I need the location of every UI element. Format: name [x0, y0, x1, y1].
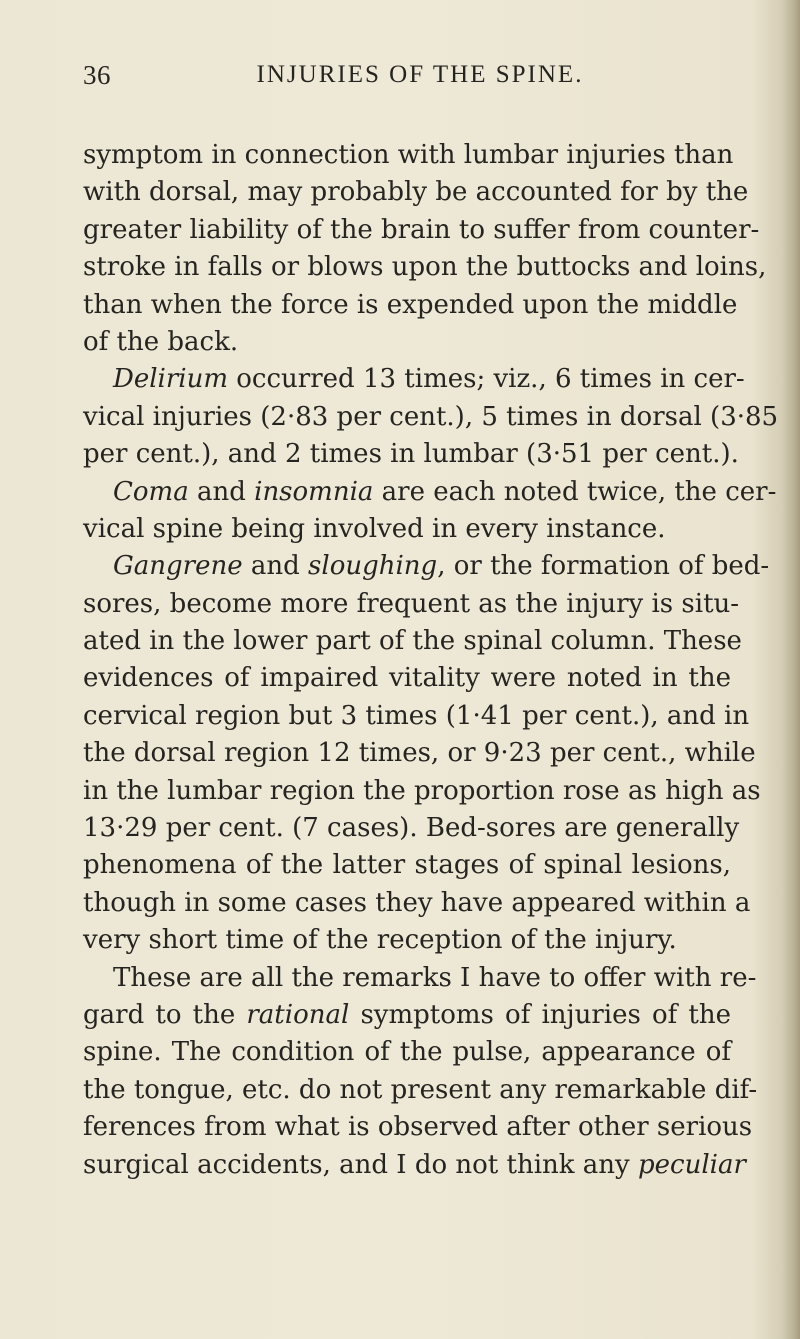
text-line	[83, 137, 734, 174]
italic-term: rational	[246, 999, 350, 1030]
text-segment: vical spine being involved in every instance.	[83, 513, 666, 544]
body-text	[83, 137, 779, 1184]
page-edge-shadow	[782, 0, 800, 1339]
text-line	[83, 885, 751, 922]
text-line	[83, 586, 740, 623]
text-line	[83, 1034, 731, 1071]
running-head: INJURIES OF THE SPINE.	[256, 61, 584, 88]
text-line	[83, 287, 738, 324]
italic-term: insomnia	[254, 476, 374, 507]
text-segment: sores, become more frequent as the injury is situ-	[83, 588, 740, 619]
text-segment: phenomena of the latter stages of spinal lesions,	[83, 850, 731, 881]
text-line	[83, 212, 760, 249]
text-segment: greater liability of the brain to suffer from counter-	[83, 214, 760, 245]
text-segment: very short time of the reception of the injury.	[83, 925, 677, 956]
text-segment: , or the formation of bed-	[437, 551, 770, 582]
text-line	[83, 361, 745, 398]
text-line	[83, 810, 740, 847]
text-line	[83, 698, 750, 735]
text-segment: the tongue, etc. do not present any remarkable dif-	[83, 1074, 758, 1105]
italic-term: sloughing	[308, 551, 438, 582]
italic-term: Gangrene	[113, 551, 243, 582]
text-line	[83, 548, 770, 585]
text-line	[83, 960, 757, 997]
page-header	[83, 58, 729, 98]
text-line	[83, 623, 742, 660]
text-segment: the dorsal region 12 times, or 9·23 per cent., while	[83, 738, 756, 769]
text-segment: than when the force is expended upon the middle	[83, 289, 738, 320]
text-segment: spine. The condition of the pulse, appearance of	[83, 1037, 731, 1068]
text-segment: symptom in connection with lumbar injuries than	[83, 140, 734, 170]
text-segment: 13·29 per cent. (7 cases). Bed-sores are generally	[83, 813, 740, 844]
text-segment: vical injuries (2·83 per cent.), 5 times in dorsal (3·85	[83, 401, 779, 432]
text-line	[83, 436, 739, 473]
text-segment: ated in the lower part of the spinal column. These	[83, 626, 742, 657]
text-segment: in the lumbar region the proportion rose as high as	[83, 775, 761, 806]
text-line	[83, 1109, 753, 1146]
italic-term: Delirium	[113, 364, 229, 395]
text-line	[83, 174, 749, 211]
text-segment: gard to the	[83, 999, 247, 1030]
text-segment: of the back.	[83, 326, 239, 357]
text-line	[83, 324, 731, 361]
text-line	[83, 249, 767, 286]
text-segment: are each noted twice, the cer-	[373, 476, 777, 507]
text-segment: and	[242, 551, 309, 582]
text-segment: evidences of impaired vitality were noted in the	[83, 663, 731, 694]
text-segment: with dorsal, may probably be accounted for by the	[83, 177, 749, 208]
text-line	[83, 660, 731, 697]
text-segment: cervical region but 3 times (1·41 per cent.), and in	[83, 700, 750, 731]
text-line	[83, 399, 779, 436]
text-segment: These are all the remarks I have to offer with re-	[113, 962, 757, 993]
text-segment: stroke in falls or blows upon the buttocks and loins,	[83, 252, 767, 283]
text-line	[83, 773, 761, 810]
text-segment: surgical accidents, and I do not think any	[83, 1149, 638, 1180]
text-segment: symptoms of injuries of the	[349, 999, 731, 1030]
text-line	[83, 511, 731, 548]
text-line	[83, 847, 731, 884]
text-line	[83, 1072, 758, 1109]
text-segment: though in some cases they have appeared within a	[83, 887, 751, 918]
italic-term: Coma	[113, 476, 189, 507]
italic-term: peculiar	[638, 1149, 746, 1180]
text-line	[83, 474, 777, 511]
text-segment: and	[188, 476, 255, 507]
page-number: 36	[83, 60, 111, 90]
text-line	[83, 735, 756, 772]
text-line	[83, 922, 731, 959]
text-segment: per cent.), and 2 times in lumbar (3·51 per cent.).	[83, 439, 739, 470]
text-segment: ferences from what is observed after other serious	[83, 1112, 753, 1143]
text-line	[83, 1147, 746, 1184]
text-segment: occurred 13 times; viz., 6 times in cer-	[228, 364, 745, 395]
text-line	[83, 997, 731, 1034]
